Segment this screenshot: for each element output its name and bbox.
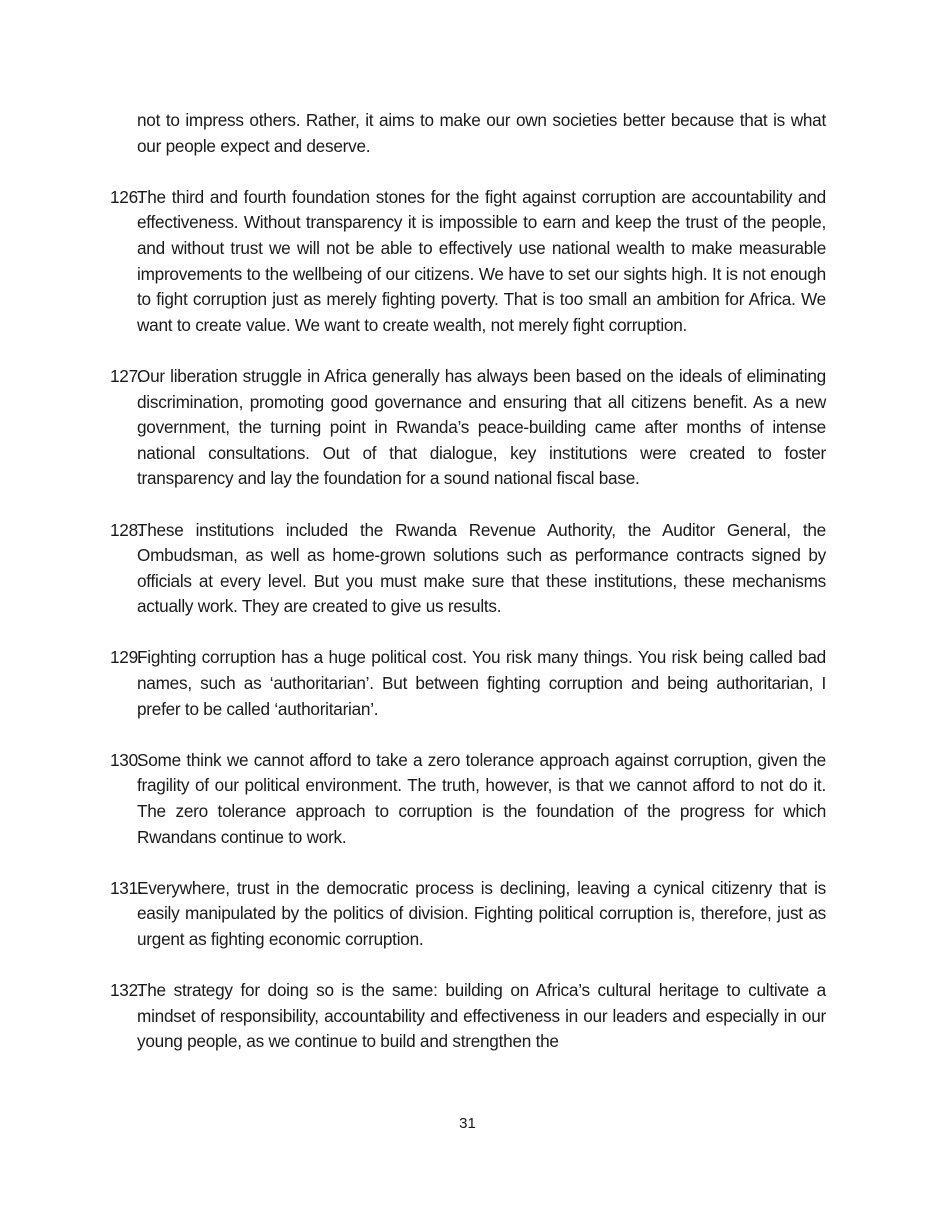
paragraph-number: 131. — [110, 877, 143, 898]
paragraph-number: 128. — [110, 519, 143, 540]
paragraph-number: 132. — [110, 980, 143, 1001]
paragraph-text: Everywhere, trust in the democratic process is declining, leaving a cynical citizenry that is easily manipulated by the politics of division. Fighting political corruption is, therefore, just as urgent as fighting economic corruption. — [137, 877, 826, 949]
paragraph-text: Some think we cannot afford to take a zero tolerance approach against corruption, given the fragility of our political environment. The truth, however, is that we cannot afford to not do it. The zero tolerance approach to corruption is the foundation of the progress for which Rwandans continue to work. — [137, 749, 826, 847]
page-number: 31 — [459, 1115, 476, 1132]
document-page — [110, 108, 826, 1081]
paragraph-number: 129. — [110, 647, 143, 668]
paragraph-131 — [110, 876, 826, 953]
paragraph-number: 126. — [110, 186, 143, 207]
paragraph-127 — [110, 364, 826, 492]
paragraph-number: 130. — [110, 749, 143, 770]
paragraph-132 — [110, 978, 826, 1055]
paragraph-130 — [110, 748, 826, 850]
paragraph-text: Fighting corruption has a huge political cost. You risk many things. You risk being called bad names, such as ‘authoritarian’. But between fighting corruption and being authoritarian, I prefer to be called ‘authoritarian’. — [137, 647, 826, 719]
paragraph-129 — [110, 645, 826, 722]
paragraph-text: These institutions included the Rwanda Revenue Authority, the Auditor General, the Ombudsman, as well as home-grown solutions such as performance contracts signed by officials at every level. But you must make sure that these institutions, these mechanisms actually work. They are created to give us results. — [137, 519, 826, 617]
paragraph-text: The third and fourth foundation stones for the fight against corruption are accountability and effectiveness. Without transparency it is impossible to earn and keep the trust of the people, and without trust we will not be able to effectively use national wealth to make measurable improvements to the wellbeing of our citizens. We have to set our sights high. It is not enough to fight corruption just as merely fighting poverty. That is too small an ambition for Africa. We want to create value. We want to create wealth, not merely fight corruption. — [137, 186, 826, 335]
paragraph-number: 127. — [110, 365, 143, 386]
paragraph-text: The strategy for doing so is the same: building on Africa’s cultural heritage to cultivate a mindset of responsibility, accountability and effectiveness in our leaders and especially in our young people, as we continue to build and strengthen the — [137, 980, 826, 1052]
paragraph-text: Our liberation struggle in Africa generally has always been based on the ideals of eliminating discrimination, promoting good governance and ensuring that all citizens benefit. As a new government, the turning point in Rwanda’s peace-building came after months of intense national consultations. Out of that dialogue, key institutions were created to foster transparency and lay the foundation for a sound national fiscal base. — [137, 365, 826, 489]
paragraph-128 — [110, 518, 826, 620]
continuation-paragraph: not to impress others. Rather, it aims to make our own societies better because that is what our people expect and deserve. — [137, 110, 826, 156]
paragraph-126 — [110, 185, 826, 339]
